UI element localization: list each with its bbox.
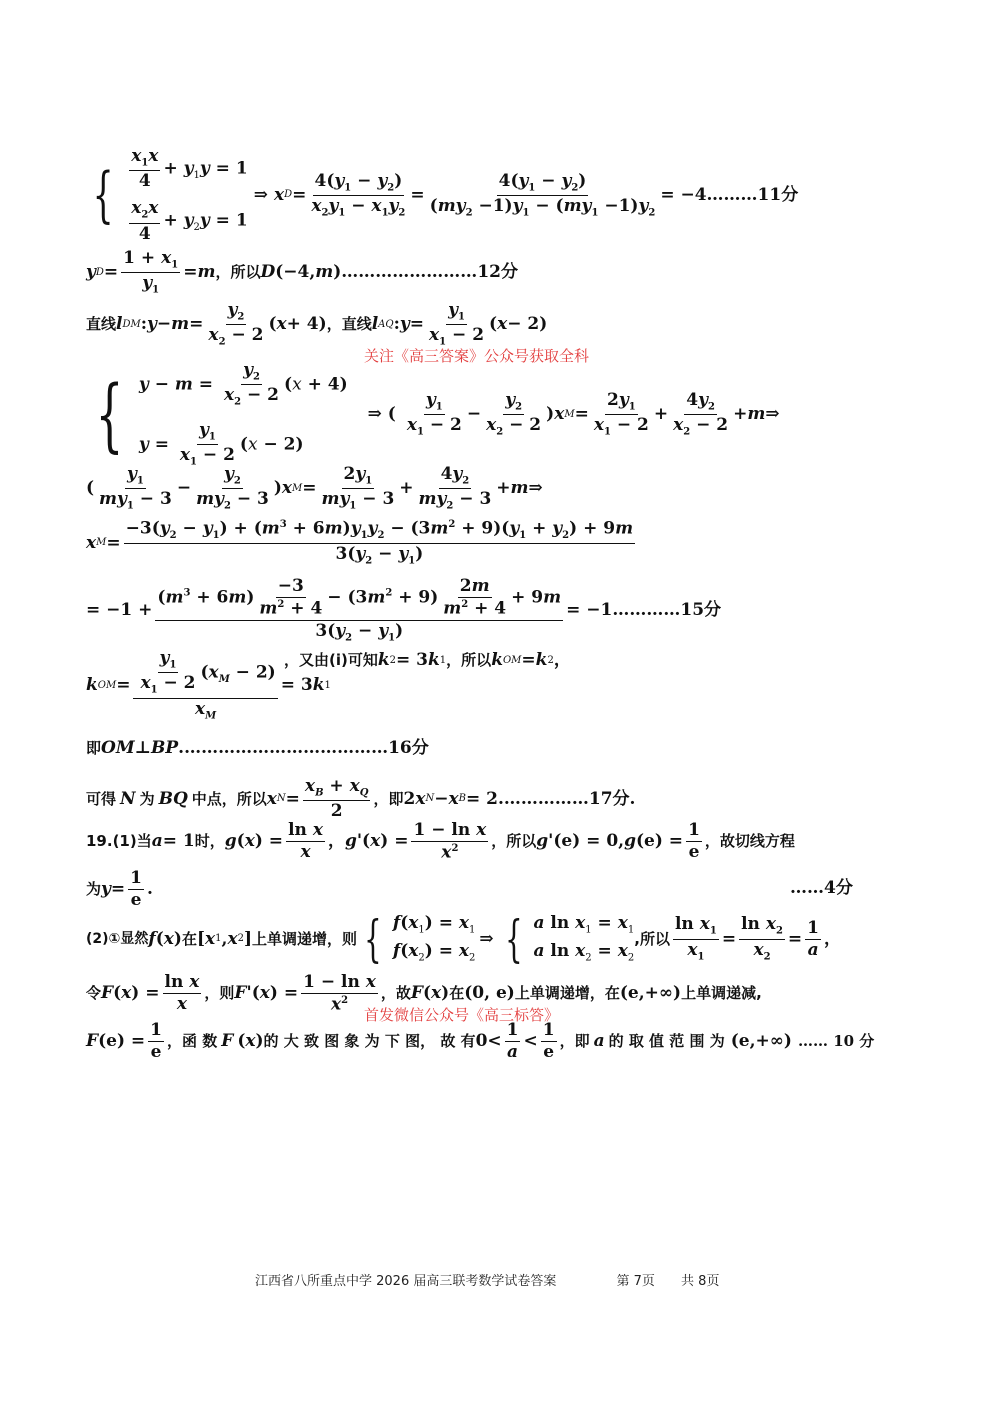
eq-let-F: 令 F ( x ) = $\frac{\text{ln x}}{x}$ ，则 F '( x ) = $\frac{\text{1 − ln x}}{x^2}$ ，故 F ( x ) 在 (0, e) 上单调递增，在 (e,+∞) 上单调递减,: [86, 972, 762, 1015]
watermark-bottom: 首发微信公众号《高三标答》: [364, 1006, 560, 1024]
score-17: ……………17分.: [503, 788, 636, 809]
eq-kom: k OM = $\frac{y_1}{x_1 - 2}$ $(x_M - 2)$ $x_M$ = 3 k 1: [86, 648, 331, 722]
score-12: 12分: [477, 262, 518, 283]
page-footer: [255, 1270, 719, 1289]
line-dm-label: 直线: [86, 315, 117, 334]
score-16: ………………………………16分: [184, 738, 429, 758]
eq-yd: y D = $\frac{1 + x_1}{y_1}$ = m ，所以 D (−4, m )…………………… 12分: [86, 248, 518, 296]
score-4: ……4分: [790, 878, 853, 898]
eq-kom-text: ，又由(i)可知 k 2 = 3 k 1 ，所以 k OM = k 2 ，: [284, 650, 571, 670]
eq-perp: 即 OM ⊥ BP . ………………………………16分: [86, 738, 429, 758]
eq-xm-3: x M = $\frac{-3(y_2 - y_1) + (m^3 + 6m)y_1y_2 - (3m^2 + 9)(y_1 + y_2) + 9m}{3(y_2 - y_1)}$: [86, 518, 634, 567]
eq-range: F (e) = $\frac{1}{e}$ ，函 数 F ( x ) 的 大 致 图 象 为 下 图， 故 有 0< $\frac{1}{a}$ < $\frac{1}{e}$ ，即 a 的 取 值 范 围 为 (e,+∞) …… 10 分: [86, 1020, 875, 1062]
watermark-top: 关注《高三答案》公众号获取全科: [364, 347, 590, 365]
score-15: = −1…………15分: [566, 600, 722, 621]
eq-xm-4: = −1 + $(m^3 + 6m)$ $\frac{-3}{m^2 + 4}$ − $(3m^2 + 9)$ $\frac{2m}{m^2 + 4}$ + 9m $3(y_2 - y_1)$ = −1…………15分: [86, 576, 722, 644]
footer-total: 共 8页: [681, 1274, 720, 1289]
score-10: …… 10 分: [797, 1032, 875, 1050]
eq-q19-1: 19.(1)当 a = 1 时， g ( x ) = $\frac{\text{ln x}}{x}$ ， g '( x ) = $\frac{\text{1 − ln x}}{x^2}$ ，所以 g '(e) = 0, g (e) = $\frac{1}{e}$ ，故切线方程: [86, 820, 795, 863]
footer-page: 第 7页: [616, 1274, 655, 1289]
score-11: = −4………11分: [660, 184, 799, 205]
eq-q19-tangent: 为 y = $\frac{1}{e}$ .: [86, 868, 153, 910]
left-brace: {: [92, 160, 114, 231]
eq-q19-2: (2)①显然 f ( x ) 在 [ x 1 , x 2 ] 上单调递增，则 { $f(x_1) = x_1$ $f(x_2) = x_2$ ⇒ { a $\ln x_1 = x_1$ a $\ln x_2 = x_2$ ,所以 $\frac{\ln x_1}{x_1}$ = $\frac{\ln x_2}{x_2}$ = $\frac{1}{a}$ ，: [86, 910, 842, 968]
eq-xm-2: ( $\frac{y_1}{my_1 - 3}$ − $\frac{y_2}{my_2 - 3}$ ) x M = $\frac{2y_1}{my_1 - 3}$ + $\frac{4y_2}{my_2 - 3}$ + m ⇒: [86, 464, 543, 512]
eq-n-midpoint: 可得 N 为 BQ 中点，所以 x N = $\frac{x_B + x_Q}{2}$ ，即 2 x N − x B = 2. ……………17分.: [86, 776, 636, 822]
yd-text: ，所以: [215, 263, 261, 282]
eq-xd-system: { $\frac{x_1x}{4}$ + $y_1y = 1$ $\frac{x_2x}{4}$ + $y_2y = 1$ ⇒ x D = $\frac{4(y_1 - y_2)}{x_2y_1 - x_1y_2}$ = $\frac{4(y_1 - y_2)}{(my_2 -1)y_1 - (my_1 -1)y_2}$ = −4………11分: [92, 146, 799, 244]
eq-xm-system: { y − m = $\frac{y_2}{x_2 - 2}$ (x + 4) y = $\frac{y_1}{x_1 - 2}$ (x − 2) ⇒ ( $\frac{y_1}{x_1 - 2}$ − $\frac{y_2}{x_2 - 2}$ ) x M = $\frac{2y_1}{x_1 - 2}$ + $\frac{4y_2}{x_2 - 2}$ + m ⇒: [95, 360, 780, 468]
eq-lines: 直线 l DM : y − m = $\frac{y_2}{x_2 - 2}$ ( x + 4) ，直线 l AQ : y = $\frac{y_1}{x_1 - 2}$ ( x − 2): [86, 300, 548, 348]
line-aq-label: ，直线: [326, 315, 372, 334]
footer-school: 江西省八所重点中学 2026 届高三联考数学试卷答案: [255, 1274, 557, 1289]
